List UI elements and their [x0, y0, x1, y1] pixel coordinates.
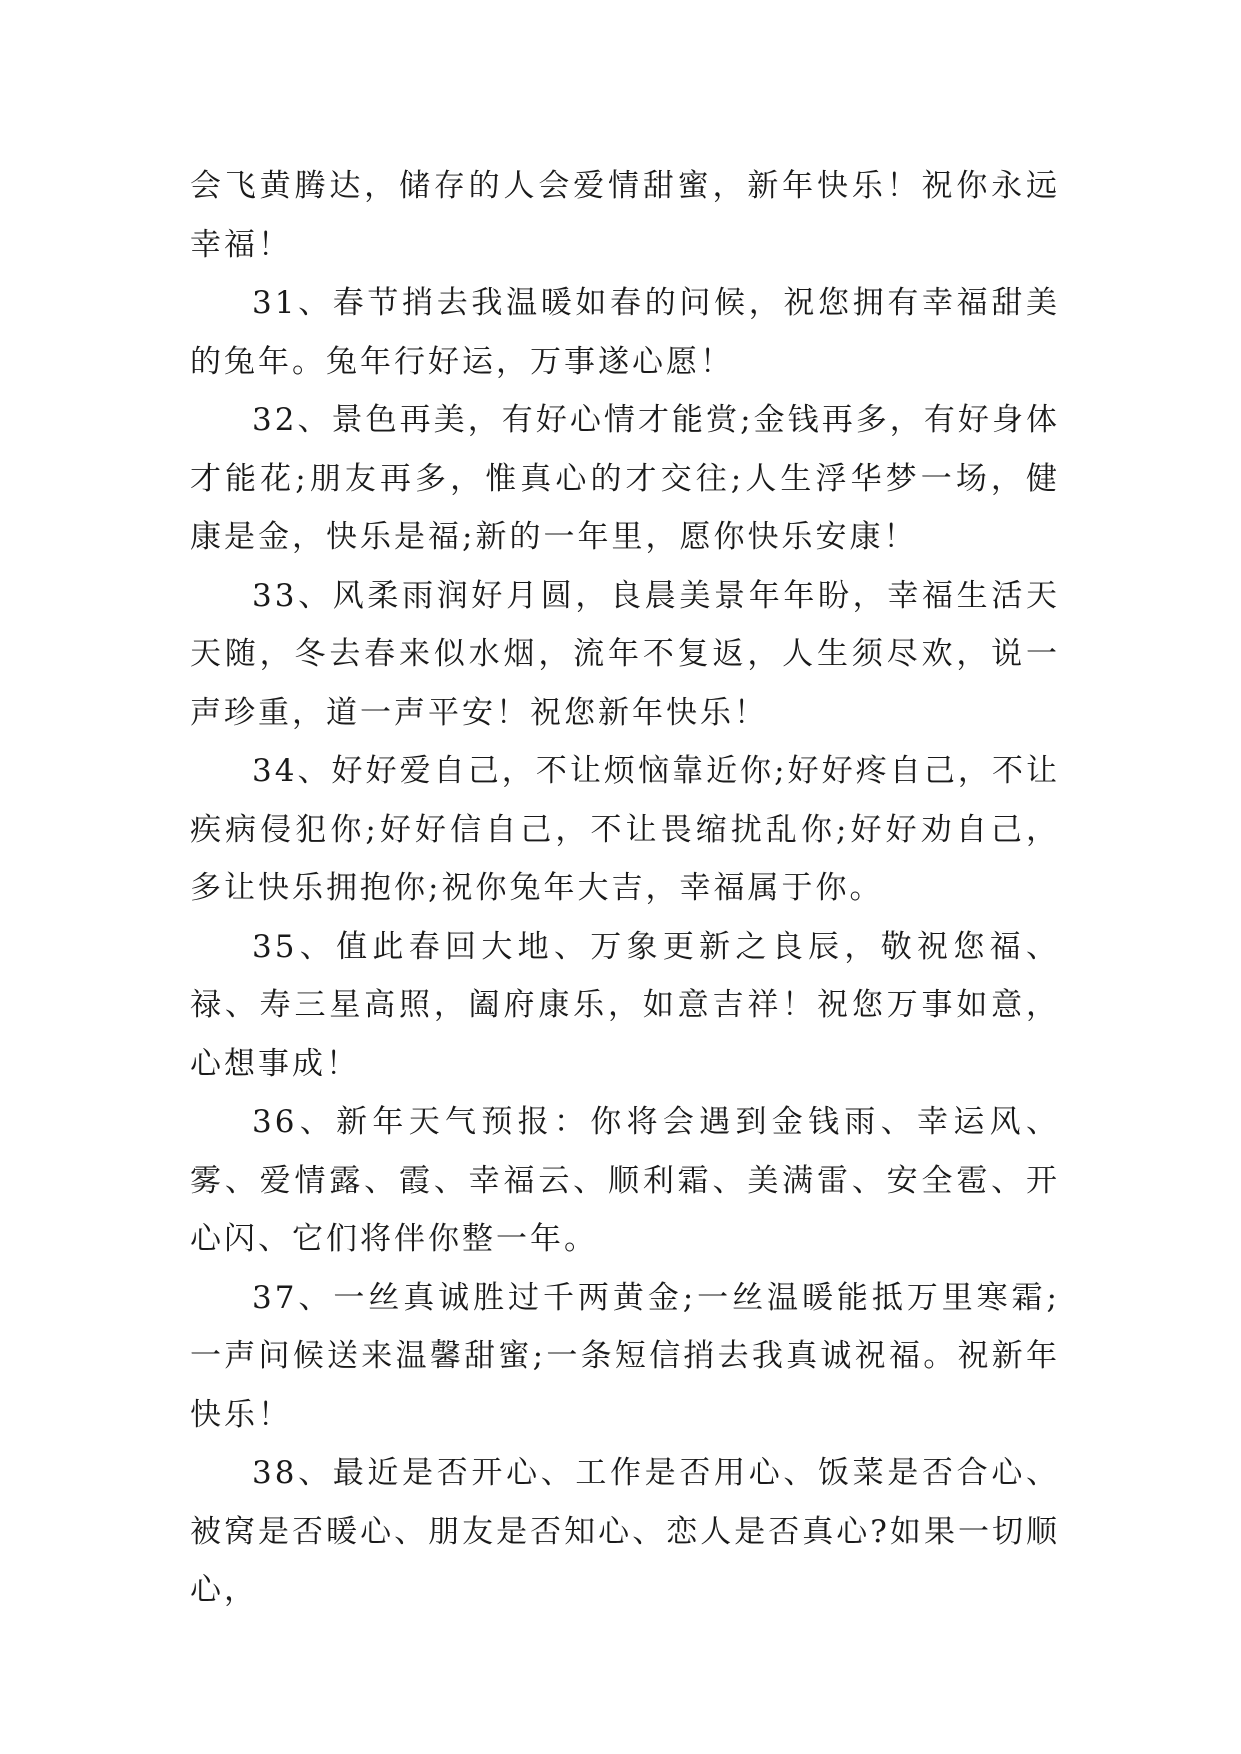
paragraph-36: 36、新年天气预报：你将会遇到金钱雨、幸运风、雾、爱情露、霞、幸福云、顺利霜、美满雷、安全雹、开心闪、它们将伴你整一年。 [190, 1104, 1060, 1257]
paragraph-33: 33、风柔雨润好月圆，良晨美景年年盼，幸福生活天天随，冬去春来似水烟，流年不复返，人生须尽欢，说一声珍重，道一声平安！祝您新年快乐！ [190, 577, 1060, 731]
paragraph-continuation: 会飞黄腾达，储存的人会爱情甜蜜，新年快乐！祝你永远幸福！ [190, 168, 1060, 263]
paragraph-38: 38、最近是否开心、工作是否用心、饭菜是否合心、被窝是否暖心、朋友是否知心、恋人是否真心?如果一切顺心， [190, 1455, 1060, 1608]
paragraph-32: 32、景色再美，有好心情才能赏;金钱再多，有好身体才能花;朋友再多，惟真心的才交往;人生浮华梦一场，健康是金，快乐是福;新的一年里，愿你快乐安康！ [190, 402, 1060, 555]
paragraph-35: 35、值此春回大地、万象更新之良辰，敬祝您福、禄、寿三星高照，阖府康乐，如意吉祥！祝您万事如意，心想事成！ [190, 928, 1060, 1082]
paragraph-37: 37、一丝真诚胜过千两黄金;一丝温暖能抵万里寒霜;一声问候送来温馨甜蜜;一条短信捎去我真诚祝福。祝新年快乐！ [190, 1279, 1060, 1433]
paragraph-31: 31、春节捎去我温暖如春的问候，祝您拥有幸福甜美的兔年。兔年行好运，万事遂心愿！ [190, 285, 1060, 380]
document-body [190, 157, 1060, 1620]
paragraph-34: 34、好好爱自己，不让烦恼靠近你;好好疼自己，不让疾病侵犯你;好好信自己，不让畏缩扰乱你;好好劝自己，多让快乐拥抱你;祝你兔年大吉，幸福属于你。 [190, 753, 1060, 906]
